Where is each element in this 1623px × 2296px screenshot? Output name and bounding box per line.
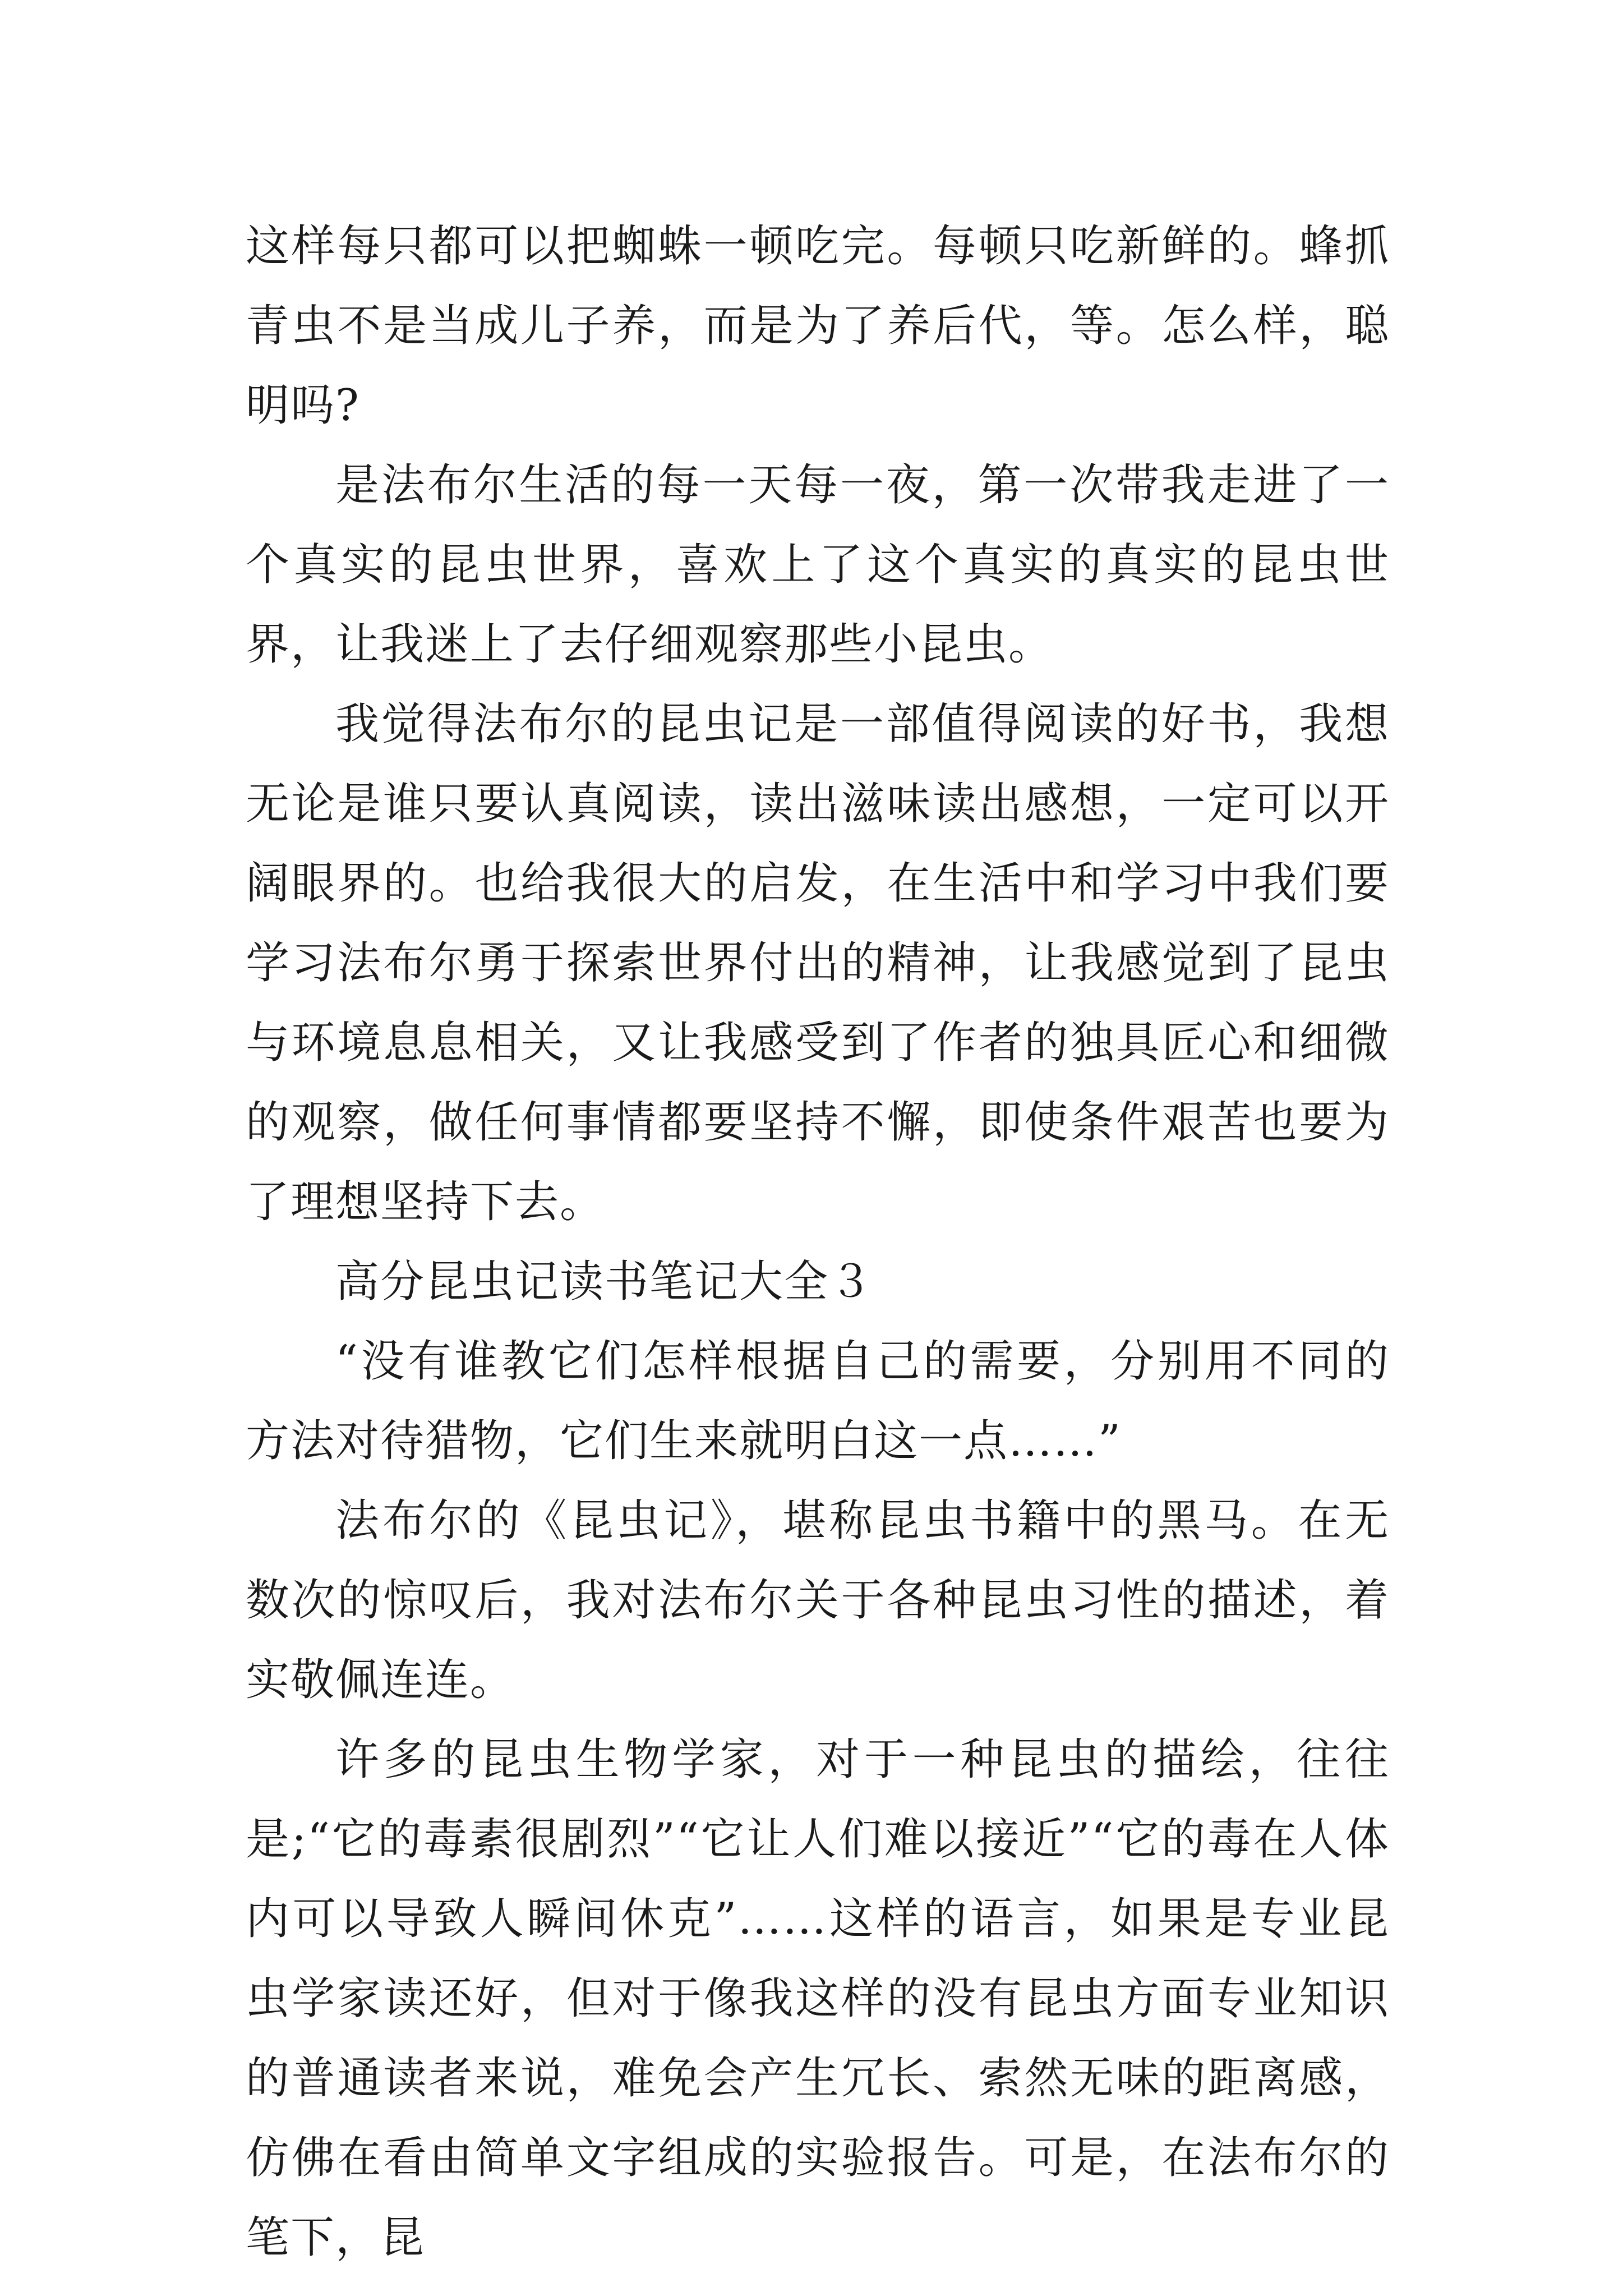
- document-body: [246, 206, 1390, 2277]
- section-heading: 高分昆虫记读书笔记大全３: [335, 1257, 874, 1307]
- paragraph-insect-world: 是法布尔生活的每一天每一夜，第一次带我走进了一个真实的昆虫世界，喜欢上了这个真实的真实的昆虫世界，让我迷上了去仔细观察那些小昆虫。: [246, 460, 1390, 670]
- paragraph-spider-meal: 这样每只都可以把蜘蛛一顿吃完。每顿只吃新鲜的。蜂抓青虫不是当成儿子养，而是为了养后代，等。怎么样，聪明吗?: [246, 221, 1390, 431]
- paragraph-biologists: 许多的昆虫生物学家，对于一种昆虫的描绘，往往是;“它的毒素很剧烈”“它让人们难以接近”“它的毒在人体内可以导致人瞬间休克”……这样的语言，如果是专业昆虫学家读还好，但对于像我这样的没有昆虫方面专业知识的普通读者来说，难免会产生冗长、索然无味的距离感，仿佛在看由简单文字组成的实验报告。可是，在法布尔的笔下，昆: [246, 1734, 1390, 2263]
- paragraph-dark-horse: 法布尔的《昆虫记》，堪称昆虫书籍中的黑马。在无数次的惊叹后，我对法布尔关于各种昆虫习性的描述，着实敬佩连连。: [246, 1496, 1390, 1705]
- paragraph-quote: “没有谁教它们怎样根据自己的需要，分别用不同的方法对待猎物，它们生来就明白这一点……”: [246, 1336, 1390, 1466]
- paragraph-good-book: 我觉得法布尔的昆虫记是一部值得阅读的好书，我想无论是谁只要认真阅读，读出滋味读出感想，一定可以开阔眼界的。也给我很大的启发，在生活中和学习中我们要学习法布尔勇于探索世界付出的精神，让我感觉到了昆虫与环境息息相关，又让我感受到了作者的独具匠心和细微的观察，做任何事情都要坚持不懈，即使条件艰苦也要为了理想坚持下去。: [246, 699, 1390, 1227]
